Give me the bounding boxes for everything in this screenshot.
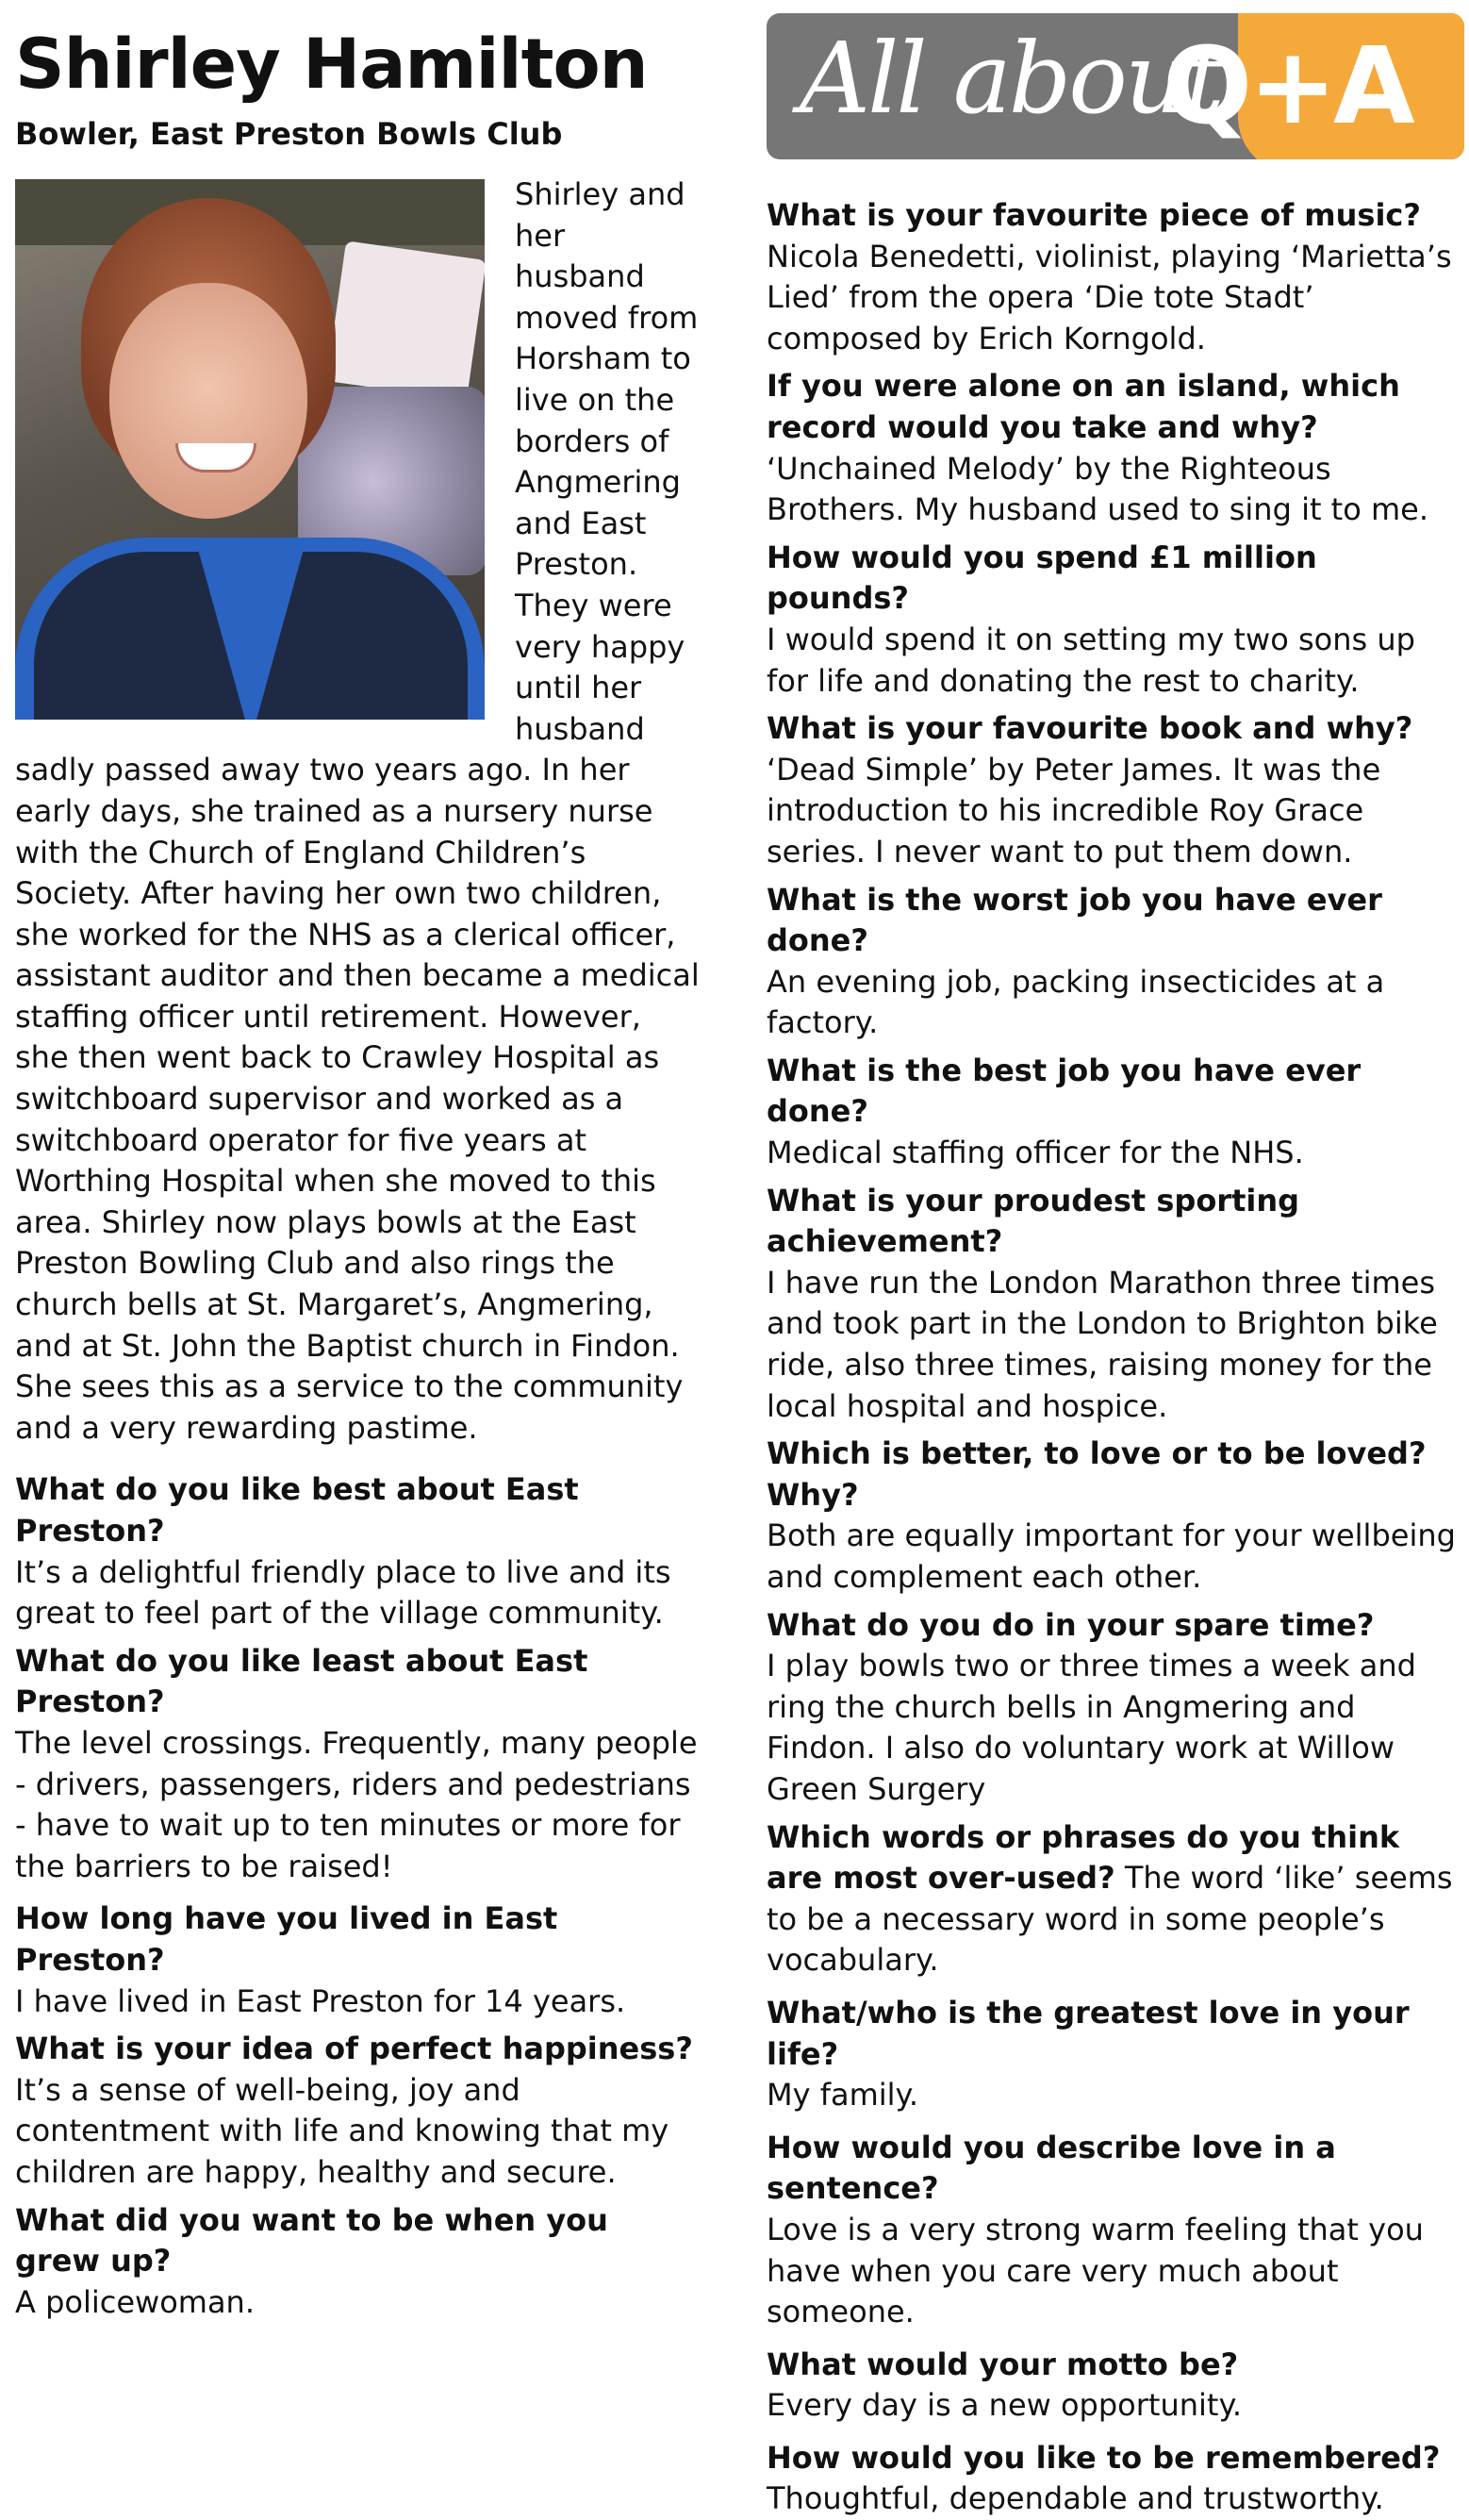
answer: Both are equally important for your wellbeing and complement each other. — [767, 1517, 1456, 1595]
question: What did you want to be when you grew up? — [15, 2201, 608, 2280]
answer: A policewoman. — [15, 2283, 255, 2320]
answer: The word ‘like’ seems to be a necessary word in some people’s vocabulary. — [767, 1860, 1453, 1979]
answer: I have lived in East Preston for 14 years. — [15, 1982, 626, 2019]
left-column — [15, 17, 703, 2323]
answer: I would spend it on setting my two sons up for life and donating the rest to charity. — [767, 621, 1415, 699]
qa-item — [767, 1434, 1464, 1598]
photo-face — [109, 283, 307, 519]
qa-item — [767, 708, 1464, 872]
question: What is your favourite piece of music? — [767, 197, 1421, 233]
banner-qa-text: Q+A — [1163, 25, 1411, 148]
qa-item — [15, 1641, 703, 1888]
question: What would your motto be? — [767, 2346, 1239, 2382]
answer: I play bowls two or three times a week and ring the church bells in Angmering and Findon. I also do voluntary work at Willow Green Surgery — [767, 1648, 1416, 1807]
profile-role: Bowler, East Preston Bowls Club — [15, 116, 563, 152]
answer: It’s a sense of well-being, joy and contentment with life and knowing that my children are happy, healthy and secure. — [15, 2071, 669, 2190]
qa-item — [767, 1051, 1464, 1174]
answer: ‘Unchained Melody’ by the Righteous Brothers. My husband used to sing it to me. — [767, 450, 1428, 528]
question: What do you like best about East Preston? — [15, 1471, 579, 1549]
question: How would you like to be remembered? — [767, 2439, 1441, 2476]
qa-item — [767, 366, 1464, 530]
answer: My family. — [767, 2077, 919, 2114]
question: What is your favourite book and why? — [767, 710, 1413, 747]
qa-item — [767, 1993, 1464, 2116]
question: How would you describe love in a sentence? — [767, 2129, 1336, 2207]
question: What/who is the greatest love in your life? — [767, 1994, 1410, 2072]
question: How long have you lived in East Preston? — [15, 1900, 558, 1978]
qa-item — [767, 2345, 1464, 2427]
qa-item — [767, 2438, 1464, 2520]
photo-cushion — [326, 240, 485, 400]
qa-item — [767, 1605, 1464, 1811]
qa-item — [767, 195, 1464, 359]
qa-item — [767, 538, 1464, 702]
answer: Love is a very strong warm feeling that you have when you care very much about someone. — [767, 2211, 1424, 2330]
bio-paragraph: Shirley and her husband moved from Horsham to live on the borders of Angmering and East Preston. They were very happy until her husband sadly passed away two years ago. In her early days, she trained as a nursery nurse with the Church of England Children’s Society. After having her own two children, she worked for the NHS as a clerical officer, assistant auditor and then became a medical staffing officer until retirement. However, she then went back to Crawley Hospital as switchboard supervisor and worked as a switchboard operator for five years at Worthing Hospital when she moved to this area. Shirley now plays bowls at the East Preston Bowling Club and also rings the church bells at St. Margaret’s, Angmering, and at St. John the Baptist church in Findon. She sees this as a service to the community and a very rewarding pastime. — [15, 176, 700, 1446]
answer: Thoughtful, dependable and trustworthy. — [767, 2480, 1384, 2517]
qa-item — [767, 2128, 1464, 2333]
banner-script-text: All about — [800, 21, 1222, 136]
question: What is your proudest sporting achievement? — [767, 1182, 1300, 1260]
answer: ‘Dead Simple’ by Peter James. It was the introduction to his incredible Roy Grace series. I never want to put them down. — [767, 751, 1381, 870]
qa-item — [767, 880, 1464, 1044]
question: What do you do in your spare time? — [767, 1606, 1375, 1643]
answer: Medical staffing officer for the NHS. — [767, 1135, 1304, 1171]
qa-item — [15, 1469, 703, 1633]
question: What is the worst job you have ever done? — [767, 881, 1382, 959]
qa-item — [15, 2029, 703, 2193]
answer: Nicola Benedetti, violinist, playing ‘Marietta’s Lied’ from the opera ‘Die tote Stadt’ composed by Erich Korngold. — [767, 238, 1452, 356]
question: Which is better, to love or to be loved? Why? — [767, 1435, 1427, 1513]
qa-inline — [767, 1817, 1464, 1981]
all-about-qa-banner — [767, 13, 1464, 159]
question: How would you spend £1 million pounds? — [767, 539, 1317, 617]
answer: The level crossings. Frequently, many people - drivers, passengers, riders and pedestrians - have to wait up to ten minutes or more for the barriers to be raised! — [15, 1724, 698, 1884]
qa-item — [15, 1898, 703, 2022]
answer: An evening job, packing insecticides at a factory. — [767, 963, 1385, 1041]
qa-item — [15, 2200, 703, 2324]
qa-item — [767, 1817, 1464, 1981]
answer: It’s a delightful friendly place to live and its great to feel part of the village community. — [15, 1553, 671, 1632]
question: If you were alone on an island, which record would you take and why? — [767, 368, 1400, 445]
question: What is your idea of perfect happiness? — [15, 2031, 693, 2067]
answer: Every day is a new opportunity. — [767, 2387, 1242, 2424]
qa-item — [767, 1181, 1464, 1428]
portrait-photo — [15, 179, 485, 720]
question: Which words or phrases do you think are most over-used? — [767, 1818, 1400, 1897]
profile-name: Shirley Hamilton — [15, 25, 648, 105]
question: What is the best job you have ever done? — [767, 1052, 1362, 1130]
right-column — [767, 13, 1464, 2520]
question: What do you like least about East Preston? — [15, 1642, 588, 1720]
answer: I have run the London Marathon three times and took part in the London to Brighton bike ride, also three times, raising money for the local hospital and hospice. — [767, 1264, 1438, 1424]
